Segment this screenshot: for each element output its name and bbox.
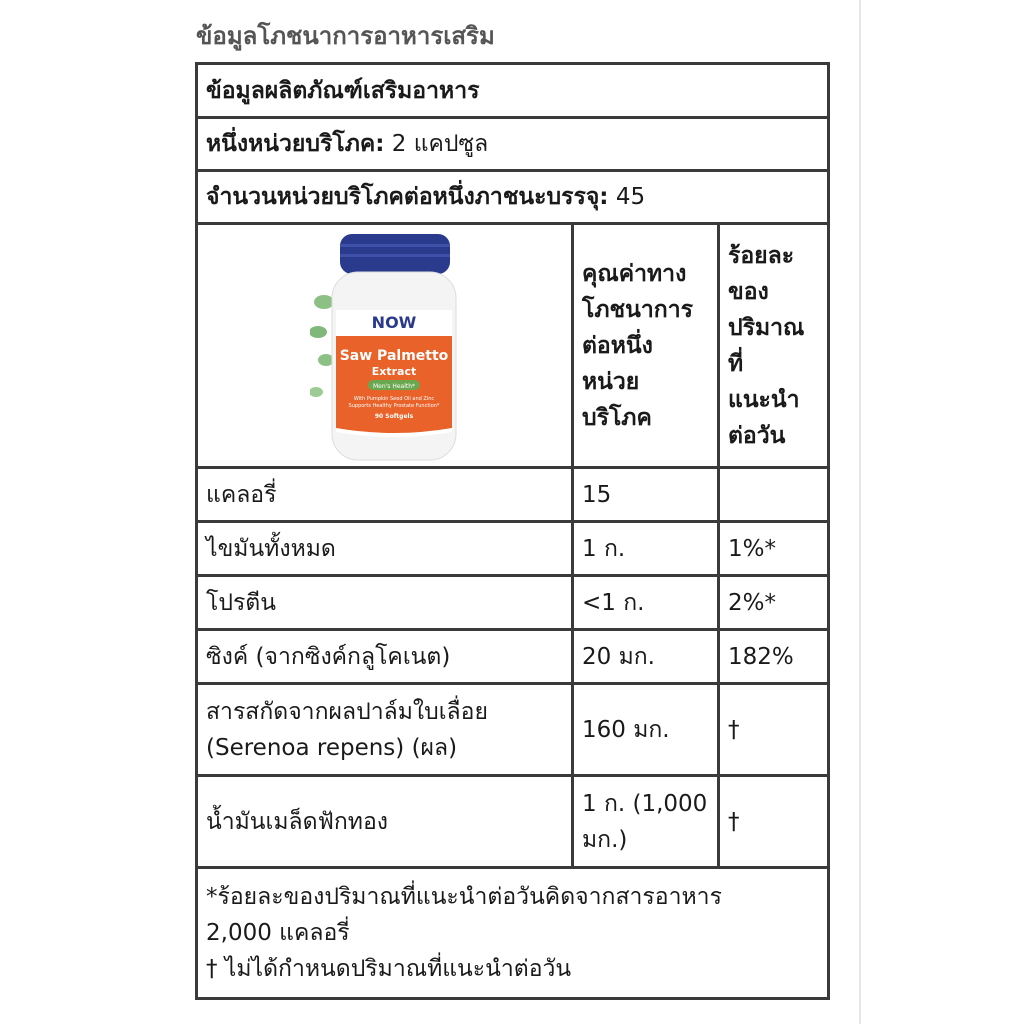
serving-size-value: 2 แคปซูล	[391, 131, 489, 157]
amount-header-line: คุณค่าทาง	[582, 260, 687, 287]
right-divider	[859, 0, 861, 1024]
footnote-line: † ไม่ได้กำหนดปริมาณที่แนะนำต่อวัน	[206, 956, 572, 982]
amount-header-line: ต่อหนึ่ง	[582, 332, 653, 359]
badge-text: Men's Health*	[372, 382, 415, 390]
nutrient-row	[197, 576, 829, 630]
servings-per-container-value: 45	[615, 184, 646, 210]
nutrient-name-line: (Serenoa repens) (ผล)	[206, 734, 458, 761]
nutrient-name	[197, 576, 573, 630]
nutrient-rows	[197, 468, 829, 868]
nutrient-name-line: น้ำมันเมล็ดฟักทอง	[206, 808, 388, 835]
nutrient-amount-line: 1 ก. (1,000	[582, 790, 708, 817]
nutrient-row	[197, 522, 829, 576]
page-title: ข้อมูลโภชนาการอาหารเสริม	[196, 22, 495, 50]
dv-header-line: แนะนำ	[728, 386, 800, 413]
product-bottle-image	[310, 232, 460, 464]
nutrient-amount-line: 1 ก.	[582, 535, 626, 562]
servings-per-container-label: จำนวนหน่วยบริโภคต่อหนึ่งภาชนะบรรจุ:	[206, 184, 609, 210]
leaf-graphic	[310, 326, 327, 338]
amount-header-line: บริโภค	[582, 404, 652, 431]
dv-header-line: ปริมาณ	[728, 314, 805, 341]
nutrient-amount-line: 20 มก.	[582, 643, 655, 670]
softgel-count: 90 Softgels	[374, 412, 413, 420]
footnote-row	[197, 868, 829, 999]
tagline-line2: Supports Healthy Prostate Function*	[348, 402, 439, 409]
product-name-line1: Saw Palmetto	[339, 347, 448, 364]
nutrient-daily-value: 2%*	[719, 576, 829, 630]
daily-value-header	[719, 224, 829, 468]
nutrient-name-line: ซิงค์ (จากซิงค์กลูโคเนต)	[206, 643, 451, 670]
amount-header-line: หน่วย	[582, 368, 640, 395]
nutrient-amount-line: 15	[582, 481, 612, 508]
dv-header-line: ต่อวัน	[728, 422, 786, 449]
brand-logo: NOW	[371, 312, 416, 332]
nutrient-row	[197, 468, 829, 522]
footnote-line: *ร้อยละของปริมาณที่แนะนำต่อวันคิดจากสารอาหาร	[206, 884, 722, 910]
dv-header-line: ของ	[728, 278, 769, 305]
nutrient-name	[197, 468, 573, 522]
tagline-line1: With Pumpkin Seed Oil and Zinc	[353, 395, 434, 402]
footnote-line: 2,000 แคลอรี่	[206, 920, 350, 946]
nutrient-daily-value: 182%	[719, 630, 829, 684]
nutrient-name-line: โปรตีน	[206, 589, 276, 616]
nutrient-daily-value	[719, 468, 829, 522]
serving-size-row	[197, 118, 829, 171]
nutrient-amount	[573, 522, 719, 576]
nutrient-row	[197, 776, 829, 868]
leaf-graphic	[310, 387, 323, 397]
nutrient-row	[197, 630, 829, 684]
nutrient-name	[197, 684, 573, 776]
nutrient-row	[197, 684, 829, 776]
column-header-row	[197, 224, 829, 468]
nutrient-name	[197, 776, 573, 868]
nutrient-name	[197, 630, 573, 684]
leaf-graphic	[314, 295, 334, 309]
nutrient-name-line: แคลอรี่	[206, 481, 277, 508]
product-name-line2: Extract	[371, 364, 416, 378]
dv-header-line: ร้อยละ	[728, 242, 795, 269]
nutrient-amount	[573, 468, 719, 522]
supplement-facts-table	[195, 62, 830, 1000]
nutrient-amount	[573, 576, 719, 630]
nutrient-amount	[573, 630, 719, 684]
servings-per-container	[197, 171, 829, 224]
nutrient-name	[197, 522, 573, 576]
dv-header-line: ที่	[728, 350, 744, 377]
product-image-cell	[197, 224, 573, 468]
bottle-svg	[310, 232, 460, 464]
nutrient-daily-value: †	[719, 776, 829, 868]
amount-per-serving-header	[573, 224, 719, 468]
nutrient-amount	[573, 776, 719, 868]
amount-header-line: โภชนาการ	[582, 296, 693, 323]
nutrient-amount	[573, 684, 719, 776]
nutrient-daily-value: 1%*	[719, 522, 829, 576]
nutrient-amount-line: 160 มก.	[582, 716, 670, 743]
servings-per-container-row	[197, 171, 829, 224]
footnote	[197, 868, 829, 999]
table-heading: ข้อมูลผลิตภัณฑ์เสริมอาหาร	[197, 64, 829, 118]
nutrient-name-line: สารสกัดจากผลปาล์มใบเลื่อย	[206, 698, 488, 725]
nutrient-name-line: ไขมันทั้งหมด	[206, 535, 336, 562]
serving-size	[197, 118, 829, 171]
nutrient-amount-line: มก.)	[582, 826, 628, 853]
serving-size-label: หนึ่งหน่วยบริโภค:	[206, 131, 385, 157]
nutrient-daily-value: †	[719, 684, 829, 776]
table-heading-row	[197, 64, 829, 118]
nutrient-amount-line: <1 ก.	[582, 589, 645, 616]
